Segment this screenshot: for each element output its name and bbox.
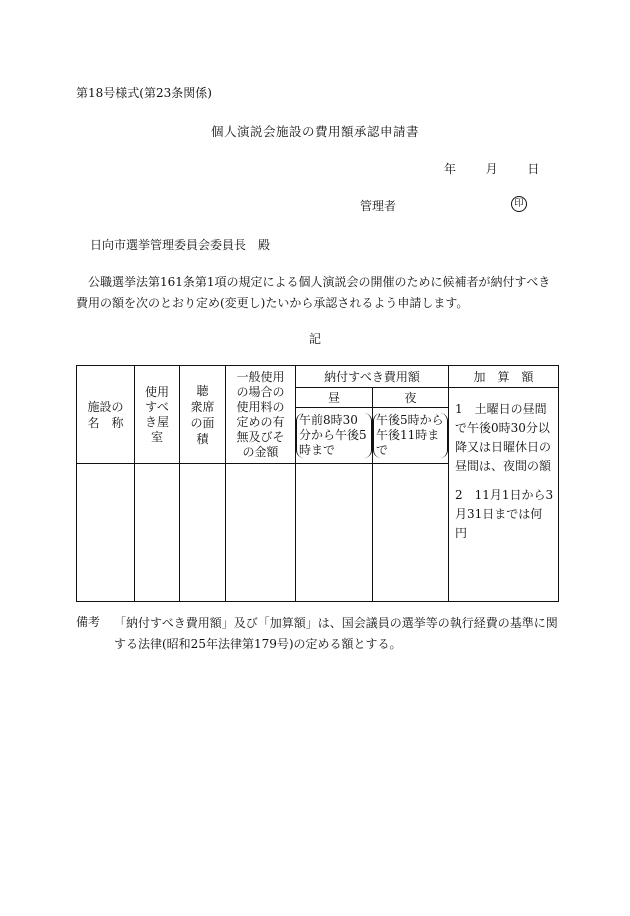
date-year-label: 年 <box>444 162 457 176</box>
date-line <box>444 160 539 177</box>
surcharge-cell <box>449 388 559 602</box>
day-note-cell <box>296 408 373 464</box>
header-audience-area-text: 聴 衆席の面 積 <box>190 383 227 446</box>
body-text: 公職選挙法第161条第1項の規定による個人演説会の開催のために候補者が納付すべき費用の額を次のとおり定め(変更し)たいから承認されるよう申請します。 <box>76 275 551 310</box>
seal-mark: 印 <box>511 196 527 212</box>
header-audience-area <box>180 366 226 464</box>
note-text: 「納付すべき費用額」及び「加算額」は、国会議員の選挙等の執行経費の基準に関する法律(昭和25年法律第179号)の定める額とする。 <box>114 616 558 651</box>
night-note: 午後5時から午後11時まで <box>373 413 448 458</box>
entry-audience-area[interactable] <box>180 464 226 602</box>
header-surcharge-text: 加 算 額 <box>473 370 534 384</box>
entry-general-use[interactable] <box>226 464 296 602</box>
entry-night-fee[interactable] <box>373 464 449 602</box>
header-facility-name <box>77 366 135 464</box>
day-note: 午前8時30分から午後5時まで <box>296 413 372 458</box>
header-night <box>373 388 449 408</box>
header-general-use-text: 一般使用の場合の使用料の定めの有無及びその金額 <box>236 369 285 459</box>
note-label: 備考 <box>76 615 101 629</box>
header-fee-text: 納付すべき費用額 <box>324 370 420 384</box>
manager-label: 管理者 <box>360 199 397 213</box>
header-surcharge <box>449 366 559 388</box>
ki-heading: 記 <box>308 332 321 346</box>
header-day <box>296 388 373 408</box>
date-month-label: 月 <box>485 162 498 176</box>
entry-room[interactable] <box>135 464 180 602</box>
entry-facility-name[interactable] <box>77 464 135 602</box>
header-day-text: 昼 <box>327 391 340 405</box>
document-title: 個人演説会施設の費用額承認申請書 <box>210 124 419 139</box>
header-room-text: 使用すべき屋室 <box>144 384 169 444</box>
entry-day-fee[interactable] <box>296 464 373 602</box>
header-general-use <box>226 366 296 464</box>
header-night-text: 夜 <box>404 391 417 405</box>
header-room <box>135 366 180 464</box>
surcharge-item-1: 1 土曜日の昼間で午後0時30分以降又は日曜休日の昼間は、夜間の額 <box>455 402 552 473</box>
surcharge-item-2: 2 11月1日から3月31日までは何円 <box>455 488 554 540</box>
night-note-cell <box>373 408 449 464</box>
fee-table <box>76 365 559 602</box>
header-facility-name-text: 施設の名 称 <box>87 399 124 430</box>
form-number: 第18号様式(第23条関係) <box>76 86 212 100</box>
header-fee <box>296 366 449 388</box>
addressee: 日向市選挙管理委員会委員長 殿 <box>90 238 271 252</box>
date-day-label: 日 <box>527 162 540 176</box>
